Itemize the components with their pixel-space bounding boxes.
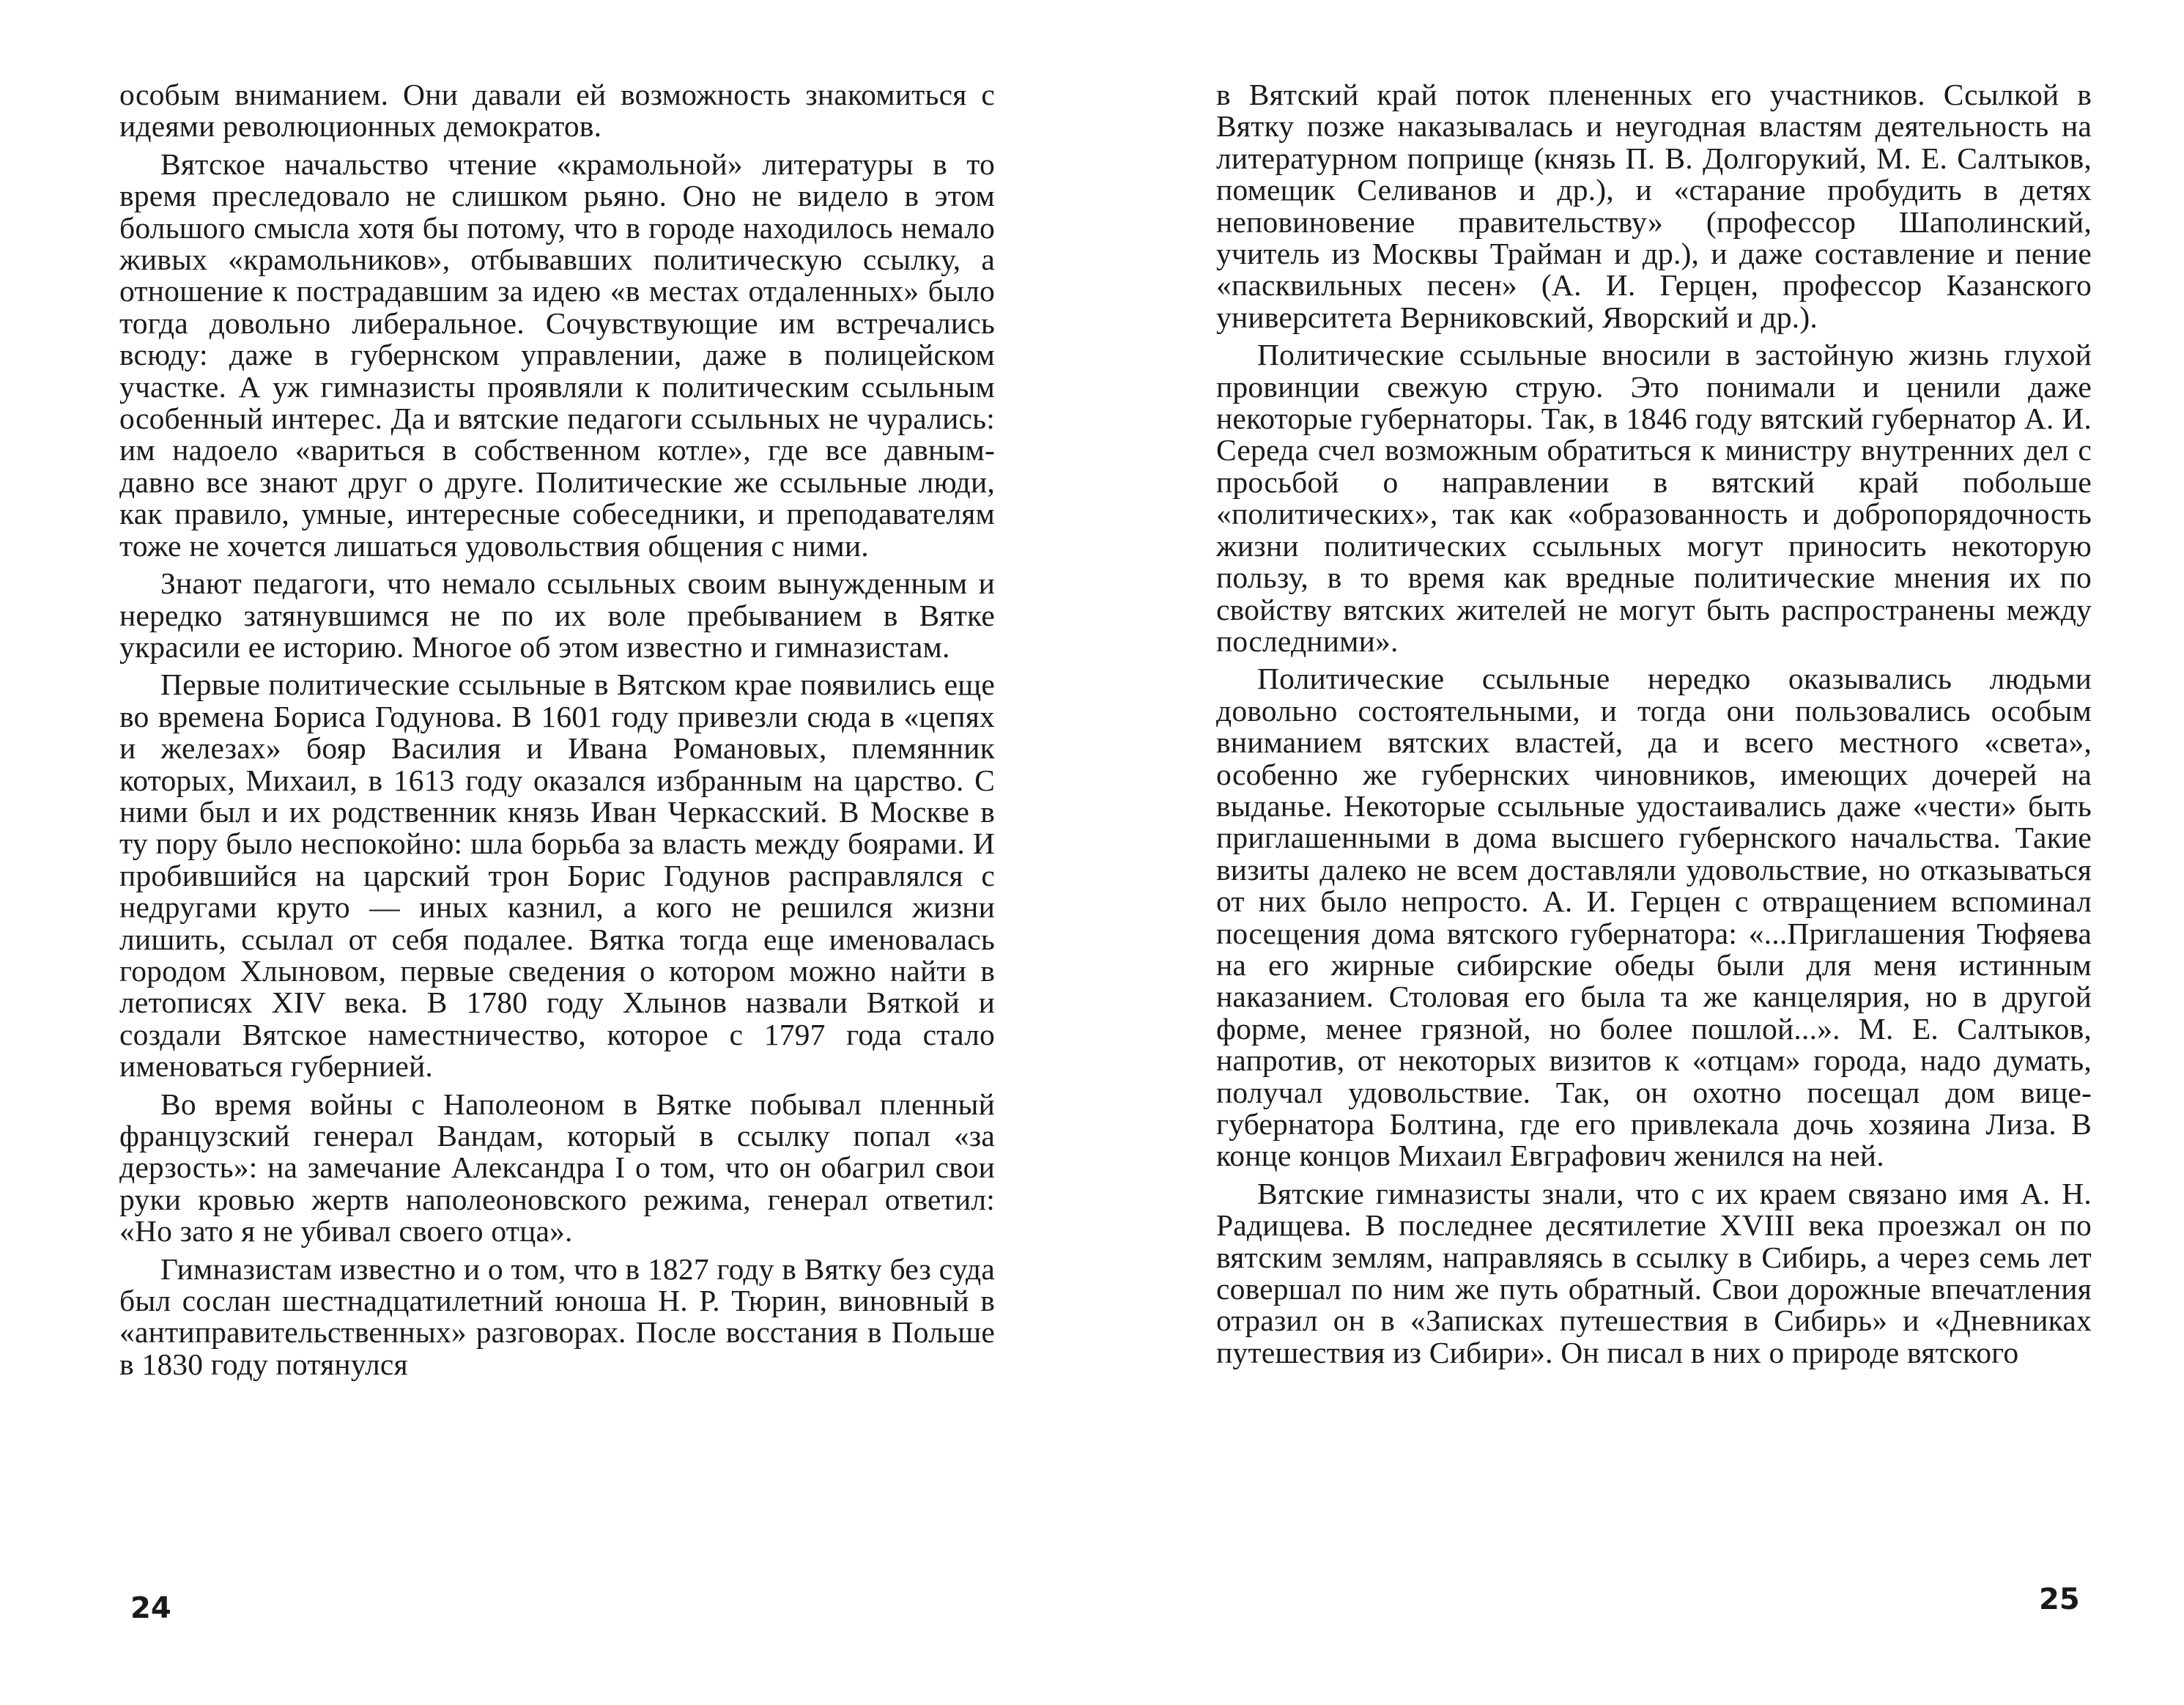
right-page-text — [1216, 79, 2092, 1369]
paragraph: Политические ссыльные вносили в застойную жизнь глухой провинции свежую струю. Это понимали и ценили даже некоторые губернаторы. Так, в 1846 году вятский губернатор А. И. Середа счел возможным обратиться к министру внутренних дел с просьбой о направлении в вятский край побольше «политических», так как «образованность и добропорядочность жизни политических ссыльных могут приносить некоторую пользу, в то время как вредные политические мнения их по свойству вятских жителей не могут быть распространены между последними». — [1216, 338, 2092, 658]
paragraph: Вятское начальство чтение «крамольной» литературы в то время преследовало не слишком рьяно. Оно не видело в этом большого смысла хотя бы потому, что в городе находилось немало живых «крамольников», отбывавших политическую ссылку, а отношение к пострадавшим за идею «в местах отдаленных» было тогда довольно либеральное. Сочувствующие им встречались всюду: даже в губернском управлении, даже в полицейском участке. А уж гимназисты проявляли к политическим ссыльным особенный интерес. Да и вятские педагоги ссыльных не чурались: им надоело «вариться в собственном котле», где все давным-давно все знают друг о друге. Политические же ссыльные люди, как правило, умные, интересные собеседники, и преподавателям тоже не хочется лишаться удовольствия общения с ними. — [119, 147, 995, 563]
paragraph: в Вятский край поток плененных его участников. Ссылкой в Вятку позже наказывалась и неугодная властям деятельность на литературном поприще (князь П. В. Долгорукий, М. Е. Салтыков, помещик Селиванов и др.), и «старание пробудить в детях неповиновение правительству» (профессор Шаполинский, учитель из Москвы Трайман и др.), и даже составление и пение «пасквильных песен» (А. И. Герцен, профессор Казанского университета Верниковский, Яворский и др.). — [1216, 78, 2092, 334]
left-page — [119, 79, 995, 1618]
paragraph: Первые политические ссыльные в Вятском крае появились еще во времена Бориса Годунова. В 1601 году привезли сюда в «цепях и железах» бояр Василия и Ивана Романовых, племянник которых, Михаил, в 1613 году оказался избранным на царство. С ними был и их родственник князь Иван Черкасский. В Москве в ту пору было неспокойно: шла борьба за власть между боярами. И пробившийся на царский трон Борис Годунов расправлялся с недругами круто — иных казнил, а кого не решился жизни лишить, ссылал от себя подалее. Вятка тогда еще именовалась городом Хлыновом, первые сведения о котором можно найти в летописях XIV века. В 1780 году Хлынов назвали Вяткой и создали Вятское наместничество, которое с 1797 года стало именоваться губернией. — [119, 667, 995, 1084]
paragraph: Политические ссыльные нередко оказывались людьми довольно состоятельными, и тогда они пользовались особым вниманием вятских властей, да и всего местного «света», особенно же губернских чиновников, имеющих дочерей на выданье. Некоторые ссыльные удостаивались даже «чести» быть приглашенными в дома высшего губернского начальства. Такие визиты далеко не всем доставляли удовольствие, но отказываться от них было непросто. А. И. Герцен с отвращением вспоминал посещения дома вятского губернатора: «...Приглашения Тюфяева на его жирные сибирские обеды были для меня истинным наказанием. Столовая его была та же канцелярия, но в другой форме, менее грязной, но более пошлой...». М. Е. Салтыков, напротив, от некоторых визитов к «отцам» города, надо думать, получал удовольствие. Так, он охотно посещал дом вице-губернатора Болтина, где его привлекала дочь хозяина Лиза. В конце концов Михаил Евграфович женился на ней. — [1216, 662, 2092, 1173]
right-page — [1216, 79, 2092, 1618]
page-number-left: 24 — [130, 1591, 171, 1625]
left-page-text — [119, 79, 995, 1380]
paragraph: Вятские гимназисты знали, что с их краем связано имя А. Н. Радищева. В последнее десятилетие XVIII века проезжал он по вятским землям, направляясь в ссылку в Сибирь, а через семь лет совершал по ним же путь обратный. Свои дорожные впечатления отразил он в «Записках путешествия в Сибирь» и «Дневниках путешествия из Сибири». Он писал в них о природе вятского — [1216, 1176, 2092, 1369]
paragraph: Во время войны с Наполеоном в Вятке побывал пленный французский генерал Вандам, который в ссылку попал «за дерзость»: на замечание Александра I о том, что он обагрил свои руки кровью жертв наполеоновского режима, генерал ответил: «Но зато я не убивал своего отца». — [119, 1087, 995, 1249]
paragraph: Знают педагоги, что немало ссыльных своим вынужденным и нередко затянувшимся не по их воле пребыванием в Вятке украсили ее историю. Многое об этом известно и гимназистам. — [119, 566, 995, 664]
paragraph: особым вниманием. Они давали ей возможность знакомиться с идеями революционных демократов. — [119, 78, 995, 144]
paragraph: Гимназистам известно и о том, что в 1827 году в Вятку без суда был сослан шестнадцатилетний юноша Н. Р. Тюрин, виновный в «антиправительственных» разговорах. После восстания в Польше в 1830 году потянулся — [119, 1251, 995, 1381]
page-number-right: 25 — [2039, 1583, 2080, 1616]
